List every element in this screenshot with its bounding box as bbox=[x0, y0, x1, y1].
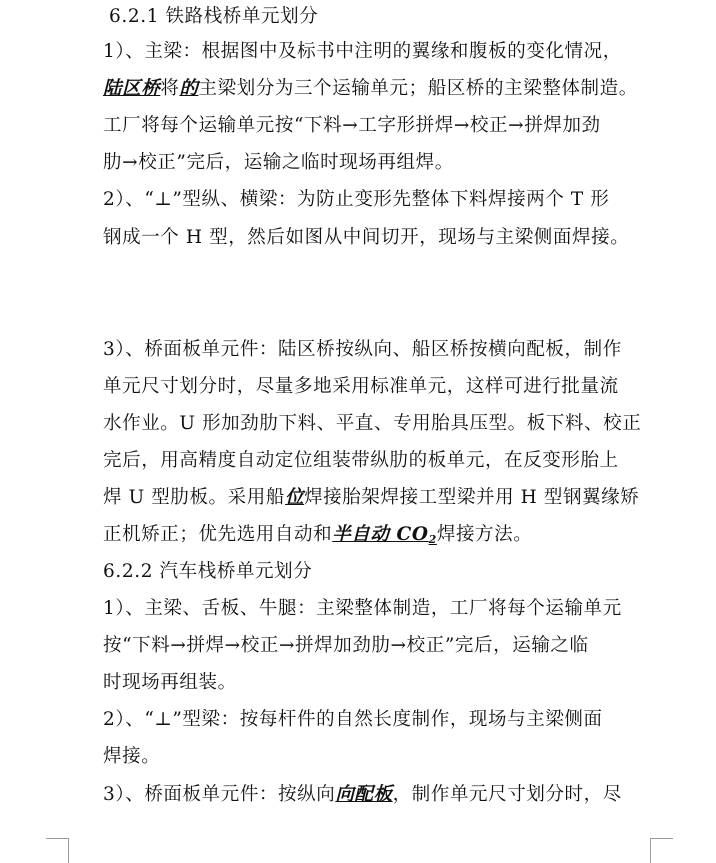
paragraph-line: 1）、主梁、舌板、牛腿：主梁整体制造，工厂将每个运输单元 bbox=[103, 598, 622, 619]
paragraph-line: 工厂将每个运输单元按“下料→工字形拼焊→校正→拼焊加劲 bbox=[103, 115, 601, 136]
paragraph-line: 水作业。U 形加劲肋下料、平直、专用胎具压型。板下料、校正 bbox=[103, 413, 642, 434]
section-heading-6-2-1: 6.2.1 铁路栈桥单元划分 bbox=[109, 6, 319, 27]
paragraph-line: 单元尺寸划分时，尽量多地采用标准单元，这样可进行批量流 bbox=[103, 376, 619, 397]
emphasized-text: 陆区桥 bbox=[103, 78, 161, 99]
paragraph-line: 1）、主梁：根据图中及标书中注明的翼缘和腹板的变化情况， bbox=[103, 41, 622, 62]
text-run: 焊接胎架焊接工型梁并用 H 型钢翼缘矫 bbox=[304, 487, 640, 508]
text-run: 焊 U 型肋板。采用船 bbox=[103, 487, 285, 508]
emphasized-text: 半自动 CO bbox=[332, 524, 429, 545]
paragraph-line bbox=[103, 783, 663, 807]
text-run: 焊接方法。 bbox=[436, 524, 533, 545]
paragraph-line: 肋→校正”完后，运输之临时现场再组焊。 bbox=[103, 152, 454, 173]
page-margin-corner-mark bbox=[46, 838, 69, 863]
page-margin-corner-mark bbox=[650, 838, 673, 863]
text-run: ，制作单元尺寸划分时，尽 bbox=[392, 784, 622, 805]
paragraph-line: 时现场再组装。 bbox=[103, 672, 237, 693]
paragraph-line: 焊接。 bbox=[103, 746, 161, 767]
paragraph-line: 2）、“⊥”型梁：按每杆件的自然长度制作，现场与主梁侧面 bbox=[103, 709, 603, 730]
paragraph-line bbox=[103, 77, 663, 101]
emphasized-text: 向配板 bbox=[335, 784, 393, 805]
emphasized-text: 位 bbox=[284, 487, 305, 508]
emphasized-text: 的 bbox=[179, 78, 199, 99]
paragraph-line: 2）、“⊥”型纵、横梁：为防止变形先整体下料焊接两个 T 形 bbox=[103, 189, 610, 210]
paragraph-line bbox=[103, 486, 663, 510]
text-run: 3）、桥面板单元件：按纵向 bbox=[103, 784, 336, 805]
paragraph-line: 钢成一个 H 型，然后如图从中间切开，现场与主梁侧面焊接。 bbox=[103, 227, 630, 248]
subscript-text: 2 bbox=[428, 533, 437, 546]
text-run: 主梁划分为三个运输单元；船区桥的主梁整体制造。 bbox=[198, 78, 638, 99]
text-run: 将 bbox=[160, 78, 180, 99]
section-heading-6-2-2: 6.2.2 汽车栈桥单元划分 bbox=[103, 561, 313, 582]
paragraph-line: 按“下料→拼焊→校正→拼焊加劲肋→校正”完后，运输之临 bbox=[103, 635, 589, 656]
paragraph-line: 3）、桥面板单元件：陆区桥按纵向、船区桥按横向配板，制作 bbox=[103, 339, 622, 360]
paragraph-line bbox=[103, 523, 663, 552]
text-run: 正机矫正；优先选用自动和 bbox=[103, 524, 333, 545]
paragraph-line: 完后，用高精度自动定位组装带纵肋的板单元，在反变形胎上 bbox=[103, 450, 619, 471]
